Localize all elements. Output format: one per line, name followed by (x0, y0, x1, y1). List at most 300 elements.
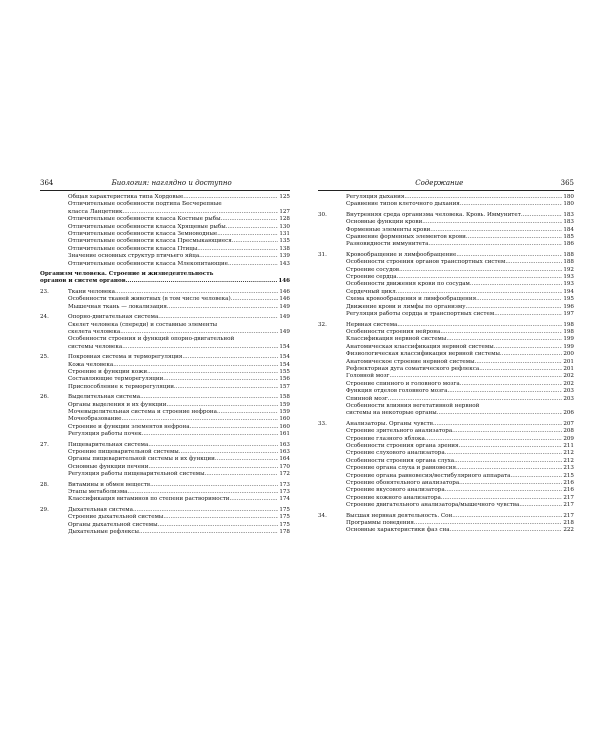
page-reference: 170 (279, 463, 290, 470)
entry-title: Движение крови и лимфы по организму (346, 303, 466, 310)
toc-entry (40, 507, 290, 514)
entry-title: системы на некоторые органы (346, 410, 437, 417)
dot-leader (500, 351, 562, 358)
dot-leader (433, 421, 562, 428)
toc-entry (40, 201, 290, 216)
toc-entry (40, 402, 290, 409)
entry-title: Органы пищеварительной системы и их функции (68, 456, 215, 463)
toc-entry (40, 376, 290, 383)
toc-entry (318, 359, 574, 366)
dot-leader (215, 456, 278, 463)
dot-leader (231, 296, 279, 303)
dot-leader (452, 428, 562, 435)
dot-leader (459, 480, 562, 487)
entry-title: Разновидности иммунитета (346, 241, 429, 248)
toc-entry (40, 271, 290, 286)
page-reference: 156 (279, 376, 290, 383)
page-reference: 154 (279, 343, 290, 350)
entry-title: Составляющие терморегуляции (68, 376, 164, 383)
page-reference: 201 (563, 358, 574, 365)
page-reference: 212 (563, 457, 574, 464)
page-reference: 212 (563, 450, 574, 457)
toc-entry (318, 443, 574, 450)
dot-leader (142, 431, 279, 438)
page-reference: 202 (563, 380, 574, 387)
toc-entry (318, 527, 574, 534)
right-page-number: 365 (560, 179, 574, 187)
dot-leader (121, 416, 278, 423)
page-reference: 160 (279, 423, 290, 430)
page-reference: 149 (279, 303, 290, 310)
dot-leader (460, 201, 562, 208)
page-reference: 164 (279, 456, 290, 463)
dot-leader (430, 227, 562, 234)
toc-entry (40, 442, 290, 449)
toc-entry (318, 495, 574, 502)
entry-title: Особенности строения и функций опорно-двигательной (68, 336, 235, 343)
entry-title: Строение зрительного анализатора (346, 428, 453, 435)
dot-leader (158, 314, 278, 321)
section-number: 31. (318, 251, 327, 258)
toc-entry (318, 502, 574, 509)
page-reference: 155 (279, 368, 290, 375)
page-reference: 185 (563, 234, 574, 241)
page-reference: 149 (279, 314, 290, 321)
page-reference: 154 (279, 361, 290, 368)
section-number: 33. (318, 420, 327, 427)
entry-title: Функция отделов головного мозга (346, 388, 448, 395)
entry-title: Отличительные особенности класса Пресмыкающиеся (68, 238, 232, 245)
dot-leader (519, 502, 562, 509)
page-reference: 195 (563, 296, 574, 303)
entry-title: Особенности влияния вегетативной нервной (346, 402, 480, 409)
page-reference: 199 (563, 336, 574, 343)
entry-title: Особенности тканей животных (в том числе человека) (68, 296, 231, 303)
page-reference: 154 (279, 354, 290, 361)
toc-entry (40, 322, 290, 337)
entry-title: Приспособление к терморегуляции (68, 383, 174, 390)
dot-leader (422, 219, 562, 226)
toc-entry (40, 471, 290, 478)
left-toc-column (40, 194, 290, 536)
entry-title: Схема кровообращения и лимфообращения (346, 296, 477, 303)
page-reference: 216 (563, 480, 574, 487)
page-reference: 161 (279, 431, 290, 438)
dot-leader (440, 329, 562, 336)
section-number: 28. (40, 481, 49, 488)
toc-entry (318, 304, 574, 311)
entry-title: Рефлекторная дуга соматического рефлекса (346, 365, 480, 372)
page-reference: 125 (279, 194, 290, 200)
toc-entry (40, 362, 290, 369)
dot-leader (466, 304, 563, 311)
dot-leader (230, 496, 279, 503)
toc-entry (40, 224, 290, 231)
entry-title: Особенности строения органов транспортных систем (346, 259, 506, 266)
dot-leader (450, 527, 563, 534)
entry-title: Мочеобразование (68, 416, 122, 423)
page-reference: 186 (563, 241, 574, 248)
section-number: 34. (318, 512, 327, 519)
toc-entry (318, 322, 574, 329)
entry-title: Скелет человека (спереди) и составные элементы (68, 321, 218, 328)
entry-title: Кровообращение и лимфообращение (346, 251, 457, 258)
entry-title: Строение слухового анализатора (346, 450, 445, 457)
toc-entry (318, 388, 574, 395)
entry-title: Спинной мозг (346, 395, 388, 402)
dot-leader (217, 409, 278, 416)
entry-title: Строение пищеварительной системы (68, 449, 179, 455)
page-reference: 158 (279, 394, 290, 401)
toc-entry (318, 428, 574, 435)
toc-entry (318, 201, 574, 208)
page-reference: 194 (563, 288, 574, 295)
dot-leader (428, 241, 562, 248)
entry-title: Головной мозг (346, 373, 390, 380)
toc-entry (318, 487, 574, 494)
page-reference: 159 (279, 408, 290, 415)
page-reference: 157 (279, 383, 290, 390)
dot-leader (475, 359, 563, 366)
page-reference: 183 (563, 211, 574, 218)
right-page-header (318, 178, 574, 188)
entry-title: Сердечный цикл (346, 288, 396, 295)
dot-leader (494, 344, 563, 351)
toc-entry (318, 194, 574, 201)
toc-entry (318, 227, 574, 234)
dot-leader (470, 281, 562, 288)
left-header-rule (40, 190, 290, 191)
entry-title: скелета человека (68, 328, 121, 335)
page-reference: 206 (563, 410, 574, 417)
entry-title: Программы поведения (346, 520, 414, 527)
entry-title: Особенности строения нейрона (346, 328, 441, 335)
toc-entry (40, 482, 290, 489)
toc-entry (40, 514, 290, 521)
toc-entry (318, 344, 574, 351)
dot-leader (494, 311, 562, 318)
toc-entry (318, 336, 574, 343)
page-reference: 218 (563, 520, 574, 527)
page-reference: 127 (279, 208, 290, 215)
page-reference: 139 (279, 253, 290, 260)
dot-leader (150, 482, 278, 489)
entry-title: Отличительные особенности подтипа Бесчерепные (68, 201, 222, 208)
entry-title: Выделительная система (68, 394, 141, 401)
dot-leader (521, 212, 563, 219)
entry-title: Витамины и обмен веществ (68, 481, 151, 488)
toc-entry (40, 529, 290, 536)
dot-leader (147, 369, 278, 376)
dot-leader (221, 216, 279, 223)
entry-title: Организм человека. Строение и жизнедеятельность (40, 271, 214, 278)
entry-title: Дыхательные рефлексы (68, 529, 139, 536)
toc-entry (318, 513, 574, 520)
dot-leader (479, 366, 562, 373)
page-reference: 149 (279, 328, 290, 335)
toc-entry (40, 246, 290, 253)
toc-entry (40, 416, 290, 423)
entry-title: Регуляция работы сердца и транспортных систем (346, 311, 495, 318)
entry-title: Внутренняя среда организма человека. Кровь. Иммунитет (346, 211, 521, 218)
dot-leader (133, 507, 278, 514)
entry-title: Отличительные особенности класса Млекопитающие (68, 260, 228, 267)
entry-title: Мочевыделительная система и строение нефрона (68, 408, 217, 415)
dot-leader (226, 224, 279, 231)
dot-leader (454, 458, 562, 465)
left-page-running-title: Биология: наглядно и доступно (111, 179, 232, 187)
entry-title: Покровная система и терморегуляция (68, 354, 183, 361)
section-number: 23. (40, 288, 49, 295)
dot-leader (389, 373, 562, 380)
dot-leader (148, 442, 278, 449)
page-reference: 146 (279, 296, 290, 303)
toc-entry (40, 354, 290, 361)
page-reference: 135 (279, 238, 290, 245)
toc-entry (318, 281, 574, 288)
toc-entry (318, 436, 574, 443)
entry-title: Строение и функции кожи (68, 368, 148, 375)
entry-title: Общая характеристика типа Хордовые (68, 194, 184, 200)
toc-entry (40, 496, 290, 503)
right-page-running-title: Содержание (415, 179, 464, 187)
entry-title: Строение двигательного анализатора/мышечного чувства (346, 502, 520, 509)
page-reference: 217 (563, 502, 574, 509)
entry-title: Строение глазного яблока (346, 435, 425, 442)
entry-title: Особенности строения органа зрения (346, 443, 459, 449)
entry-title: Анатомическая классификация нервной системы (346, 343, 494, 350)
page-reference: 197 (563, 311, 574, 318)
dot-leader (197, 246, 278, 253)
entry-title: Анализаторы. Органы чувств (346, 420, 433, 427)
dot-leader (163, 514, 278, 521)
dot-leader (460, 381, 563, 388)
toc-entry (318, 311, 574, 318)
section-number: 27. (40, 441, 49, 448)
toc-entry (40, 253, 290, 260)
entry-title: Органы дыхательной системы (68, 521, 158, 528)
page-reference: 202 (563, 373, 574, 380)
section-number: 25. (40, 354, 49, 361)
entry-title: Отличительные особенности класса Костные рыбы (68, 216, 221, 223)
dot-leader (459, 443, 563, 450)
dot-leader (446, 336, 562, 343)
page-reference: 173 (279, 481, 290, 488)
toc-entry (318, 234, 574, 241)
dot-leader (441, 495, 563, 502)
dot-leader (167, 304, 278, 311)
toc-entry (40, 394, 290, 401)
page-reference: 128 (279, 216, 290, 223)
toc-entry (318, 450, 574, 457)
dot-leader (437, 410, 563, 417)
entry-title: Регуляция дыхания (346, 194, 405, 200)
toc-entry (40, 296, 290, 303)
entry-title: Кожа человека (68, 361, 114, 368)
toc-entry (40, 431, 290, 438)
dot-leader (476, 296, 562, 303)
dot-leader (404, 194, 562, 201)
entry-title: Пищеварительная система (68, 441, 149, 448)
left-page-header (40, 178, 290, 188)
page-reference: 201 (563, 365, 574, 372)
page-reference: 196 (563, 303, 574, 310)
entry-title: Органы выделения и их функции (68, 401, 167, 408)
entry-title: Строение сердца (346, 274, 397, 281)
dot-leader (505, 259, 562, 266)
entry-title: Этапы метаболизма (68, 489, 128, 496)
dot-leader (456, 465, 562, 472)
page-reference: 203 (563, 395, 574, 402)
right-header-rule (318, 190, 574, 191)
toc-entry (318, 259, 574, 266)
page-reference: 180 (563, 201, 574, 208)
page-reference: 174 (279, 496, 290, 503)
entry-title: Строение вкусового анализатора (346, 487, 445, 494)
entry-title: Строение спинного и головного мозга (346, 380, 460, 387)
dot-leader (113, 362, 278, 369)
entry-title: Основные функции крови (346, 219, 423, 226)
dot-leader (174, 384, 278, 391)
page-reference: 217 (563, 494, 574, 501)
entry-title: Ткани человека (68, 288, 116, 295)
dot-leader (447, 388, 562, 395)
toc-entry (40, 238, 290, 245)
toc-entry (318, 296, 574, 303)
dot-leader (190, 424, 279, 431)
toc-entry (318, 396, 574, 403)
entry-title: класса Ланцетник (68, 208, 123, 215)
entry-title: органов и систем органов (40, 278, 126, 285)
page-reference: 183 (563, 219, 574, 226)
dot-leader (158, 522, 279, 529)
entry-title: Сравнение форменных элементов крови (346, 234, 466, 241)
entry-title: Строение обонятельного анализатора (346, 480, 460, 487)
toc-entry (318, 351, 574, 358)
toc-entry (318, 403, 574, 418)
toc-entry (318, 373, 574, 380)
page-reference: 198 (563, 328, 574, 335)
dot-leader (511, 473, 563, 480)
entry-title: Основные функции печени (68, 463, 149, 470)
toc-entry (318, 366, 574, 373)
page-reference: 160 (279, 416, 290, 423)
entry-title: Форменные элементы крови (346, 226, 431, 233)
toc-entry (318, 219, 574, 226)
entry-title: Классификация витаминов по степени растворимости (68, 496, 230, 503)
entry-title: Опорно-двигательная система (68, 314, 159, 321)
entry-title: Основные характеристики фаз сна (346, 527, 450, 534)
entry-title: Физиологическая классификация нервной системы (346, 351, 500, 358)
toc-entry (318, 465, 574, 472)
page-reference: 216 (563, 487, 574, 494)
dot-leader (182, 354, 278, 361)
toc-entry (318, 381, 574, 388)
section-number: 24. (40, 314, 49, 321)
page-reference: 193 (563, 281, 574, 288)
entry-title: Классификация нервной системы (346, 336, 447, 343)
dot-leader (140, 394, 278, 401)
entry-title: Строение дыхательной системы (68, 514, 164, 521)
entry-title: Отличительные особенности класса Птицы (68, 245, 198, 252)
page-reference: 130 (279, 223, 290, 230)
page-reference: 193 (563, 274, 574, 281)
entry-title: Строение кожного анализатора (346, 494, 441, 501)
page-reference: 146 (279, 288, 290, 295)
entry-title: Особенности строения органа слуха (346, 457, 455, 464)
page-reference: 175 (279, 506, 290, 513)
dot-leader (388, 396, 563, 403)
page-reference: 217 (563, 512, 574, 519)
entry-title: Дыхательная система (68, 506, 133, 513)
dot-leader (199, 253, 278, 260)
dot-leader (228, 261, 278, 268)
entry-title: Нервная система (346, 321, 398, 328)
dot-leader (126, 278, 278, 285)
toc-entry (318, 458, 574, 465)
toc-entry (40, 369, 290, 376)
entry-title: Отличительные особенности класса Земноводные (68, 231, 218, 238)
entry-title: Отличительные особенности класса Хрящевые рыбы (68, 223, 226, 230)
page-reference: 200 (563, 351, 574, 358)
page-reference: 188 (563, 251, 574, 258)
page-reference: 131 (279, 231, 290, 238)
dot-leader (397, 322, 562, 329)
entry-title: Регуляция работы пищеварительной системы (68, 471, 205, 478)
toc-entry (40, 314, 290, 321)
page-reference: 208 (563, 428, 574, 435)
dot-leader (399, 267, 562, 274)
toc-entry (318, 480, 574, 487)
page-reference: 209 (563, 435, 574, 442)
dot-leader (425, 436, 562, 443)
page-reference: 213 (563, 465, 574, 472)
dot-leader (445, 450, 563, 457)
page-reference: 198 (563, 321, 574, 328)
entry-title: Сравнение типов клеточного дыхания (346, 201, 460, 208)
page-reference: 192 (563, 266, 574, 273)
dot-leader (139, 529, 278, 536)
toc-entry (40, 384, 290, 391)
right-toc-column (318, 194, 574, 535)
section-number: 29. (40, 506, 49, 513)
page-reference: 175 (279, 521, 290, 528)
page-reference: 159 (279, 401, 290, 408)
page-reference: 211 (563, 443, 574, 449)
dot-leader (452, 513, 562, 520)
section-number: 32. (318, 321, 327, 328)
toc-entry (40, 261, 290, 268)
page-reference: 184 (563, 226, 574, 233)
entry-title: Мышечная ткань — локализация (68, 303, 167, 310)
toc-entry (40, 456, 290, 463)
toc-entry (318, 421, 574, 428)
dot-leader (167, 402, 279, 409)
page-reference: 172 (279, 471, 290, 478)
toc-entry (318, 267, 574, 274)
toc-entry (40, 522, 290, 529)
page-reference: 215 (563, 472, 574, 479)
toc-entry (318, 241, 574, 248)
page-reference: 163 (279, 449, 290, 455)
toc-entry (318, 473, 574, 480)
dot-leader (232, 238, 278, 245)
entry-title: Строение органа равновесия/вестибулярного аппарата (346, 472, 511, 479)
entry-title: Строение органа слуха и равновесия (346, 465, 456, 472)
page-reference: 143 (279, 260, 290, 267)
page-reference: 173 (279, 489, 290, 496)
entry-title: Строение и функции элементов нефрона (68, 423, 190, 430)
